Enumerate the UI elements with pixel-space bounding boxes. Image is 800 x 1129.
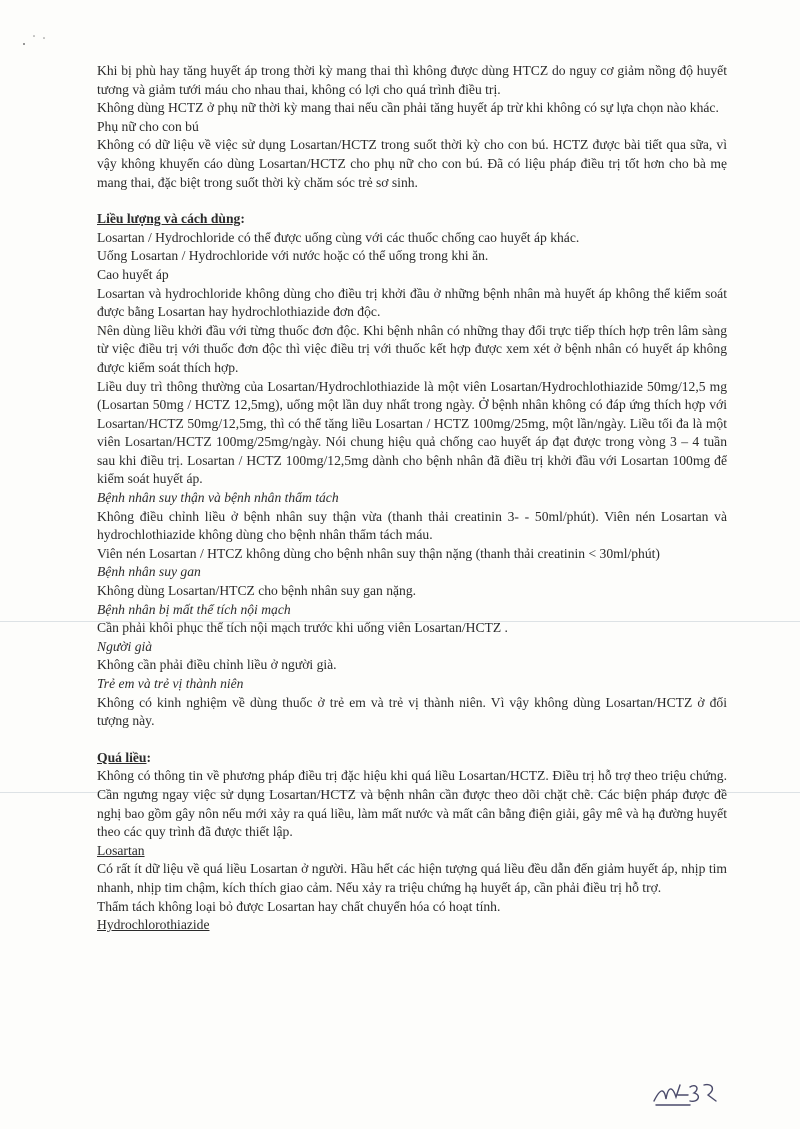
paragraph: Nên dùng liều khởi đầu với từng thuốc đơn độc. Khi bệnh nhân có những thay đổi trực tiếp thích hợp trên lâm sàng từ việc điều trị với thuốc đơn độc thì việc điều trị với thuốc kết hợp được xem xét ở bệnh nhân có huyết áp không được kiểm soát thích hợp. bbox=[97, 322, 727, 375]
paragraph: Viên nén Losartan / HTCZ không dùng cho bệnh nhân suy thận nặng (thanh thải creatinin < 30ml/phút) bbox=[97, 545, 660, 561]
subheading-elderly: Người già bbox=[97, 638, 153, 654]
paragraph: Cần phải khôi phục thể tích nội mạch trước khi uống viên Losartan/HCTZ . bbox=[97, 620, 508, 636]
subheading-losartan: Losartan bbox=[97, 842, 145, 858]
paragraph: Có rất ít dữ liệu về quá liều Losartan ở người. Hầu hết các hiện tượng quá liều đều dẫn đến giảm huyết áp, nhịp tim nhanh, nhịp tim chậm, kích thích giao cảm. Nếu xảy ra triệu chứng hạ huyết áp, cần phải điều trị hỗ trợ. bbox=[97, 861, 727, 895]
section-heading-overdose: Quá liều: bbox=[97, 749, 152, 765]
subheading-breastfeeding: Phụ nữ cho con bú bbox=[97, 118, 199, 134]
scan-specks bbox=[20, 30, 60, 50]
subheading-children: Trẻ em và trẻ vị thành niên bbox=[97, 676, 244, 691]
subheading-renal: Bệnh nhân suy thận và bệnh nhân thẩm tách bbox=[97, 490, 339, 506]
paragraph: Losartan / Hydrochloride có thể được uống cùng với các thuốc chống cao huyết áp khác. bbox=[97, 229, 580, 245]
paragraph: Không có dữ liệu về việc sử dụng Losartan/HCTZ trong suốt thời kỳ cho con bú. HCTZ được bài tiết qua sữa, vì vậy không khuyến cáo dùng Losartan/HCTZ cho phụ nữ cho con bú. Đã có liệu pháp điều trị tốt hơn cho bà mẹ mang thai, đặc biệt trong suốt thời kỳ chăm sóc trẻ sơ sinh. bbox=[97, 137, 727, 190]
heading-text: Quá liều bbox=[97, 749, 147, 765]
document-page bbox=[97, 62, 727, 935]
paragraph: Khi bị phù hay tăng huyết áp trong thời kỳ mang thai thì không được dùng HTCZ do nguy cơ giảm nồng độ huyết tương và giảm tưới máu cho nhau thai, không có lợi cho quá trình điều trị. bbox=[97, 63, 727, 97]
subheading-liver: Bệnh nhân suy gan bbox=[97, 564, 201, 580]
paragraph: Không điều chỉnh liều ở bệnh nhân suy thận vừa (thanh thải creatinin 3- - 50ml/phút). Viên nén Losartan và hydrochlothiazide không dùng cho bệnh nhân thẩm tách máu. bbox=[97, 508, 727, 543]
paragraph: Không dùng HCTZ ở phụ nữ thời kỳ mang thai nếu cần phải tăng huyết áp trừ khi không có sự lựa chọn nào khác. bbox=[97, 100, 719, 116]
section-heading-dosage: Liều lượng và cách dùng: bbox=[97, 211, 245, 227]
paragraph: Không có kinh nghiệm về dùng thuốc ở trẻ em và trẻ vị thành niên. Vì vậy không dùng Losartan/HCTZ ở đối tượng này. bbox=[97, 694, 727, 729]
subheading-hydrochlorothiazide: Hydrochlorothiazide bbox=[97, 917, 210, 933]
paragraph: Uống Losartan / Hydrochloride với nước hoặc có thể uống trong khi ăn. bbox=[97, 248, 489, 264]
subheading-hypertension: Cao huyết áp bbox=[97, 266, 169, 282]
heading-text: Liều lượng và cách dùng bbox=[97, 211, 241, 227]
paragraph: Liều duy trì thông thường của Losartan/Hydrochlothiazide là một viên Losartan/Hydrochlothiazide 50mg/12,5 mg (Losartan 50mg / HCTZ 12,5mg), uống một lần duy nhất trong ngày. Ở bệnh nhân không có đáp ứng thích hợp với Losartan/HCTZ 50mg/12,5mg, thì có thể tăng liều Losartan / HCTZ 100mg/25mg, một lần/ngày. Liều tối đa là một viên Losartan/HCTZ 100mg/25mg/ngày. Nói chung hiệu quả chống cao huyết áp đạt được trong vòng 3 – 4 tuần sau khi điều trị. Losartan / HCTZ 100mg/12,5mg dành cho bệnh nhân đã điều trị khởi đầu với Losartan 100mg để kiểm soát huyết áp. bbox=[97, 378, 727, 487]
paragraph: Không có thông tin về phương pháp điều trị đặc hiệu khi quá liều Losartan/HCTZ. Điều trị hỗ trợ theo triệu chứng. Cần ngưng ngay việc sử dụng Losartan/HCTZ và bệnh nhân cần được theo dõi chặt chẽ. Các biện pháp được đề nghị bao gồm gây nôn nếu mới xảy ra quá liều, làm mất nước và mất cân bằng điện giải, gây mê và hạ đường huyết theo các quy trình đã được thiết lập. bbox=[97, 768, 727, 840]
paragraph: Không dùng Losartan/HTCZ cho bệnh nhân suy gan nặng. bbox=[97, 583, 417, 599]
subheading-volume: Bệnh nhân bị mất thể tích nội mạch bbox=[97, 601, 291, 617]
paragraph: Thẩm tách không loại bỏ được Losartan hay chất chuyển hóa có hoạt tính. bbox=[97, 898, 501, 914]
handwritten-initials bbox=[650, 1075, 730, 1109]
paragraph: Losartan và hydrochloride không dùng cho điều trị khởi đầu ở những bệnh nhân mà huyết áp không thể kiểm soát được bằng Losartan hay hydrochlothiazide đơn độc. bbox=[97, 285, 727, 320]
paragraph: Không cần phải điều chỉnh liều ở người già. bbox=[97, 657, 337, 673]
